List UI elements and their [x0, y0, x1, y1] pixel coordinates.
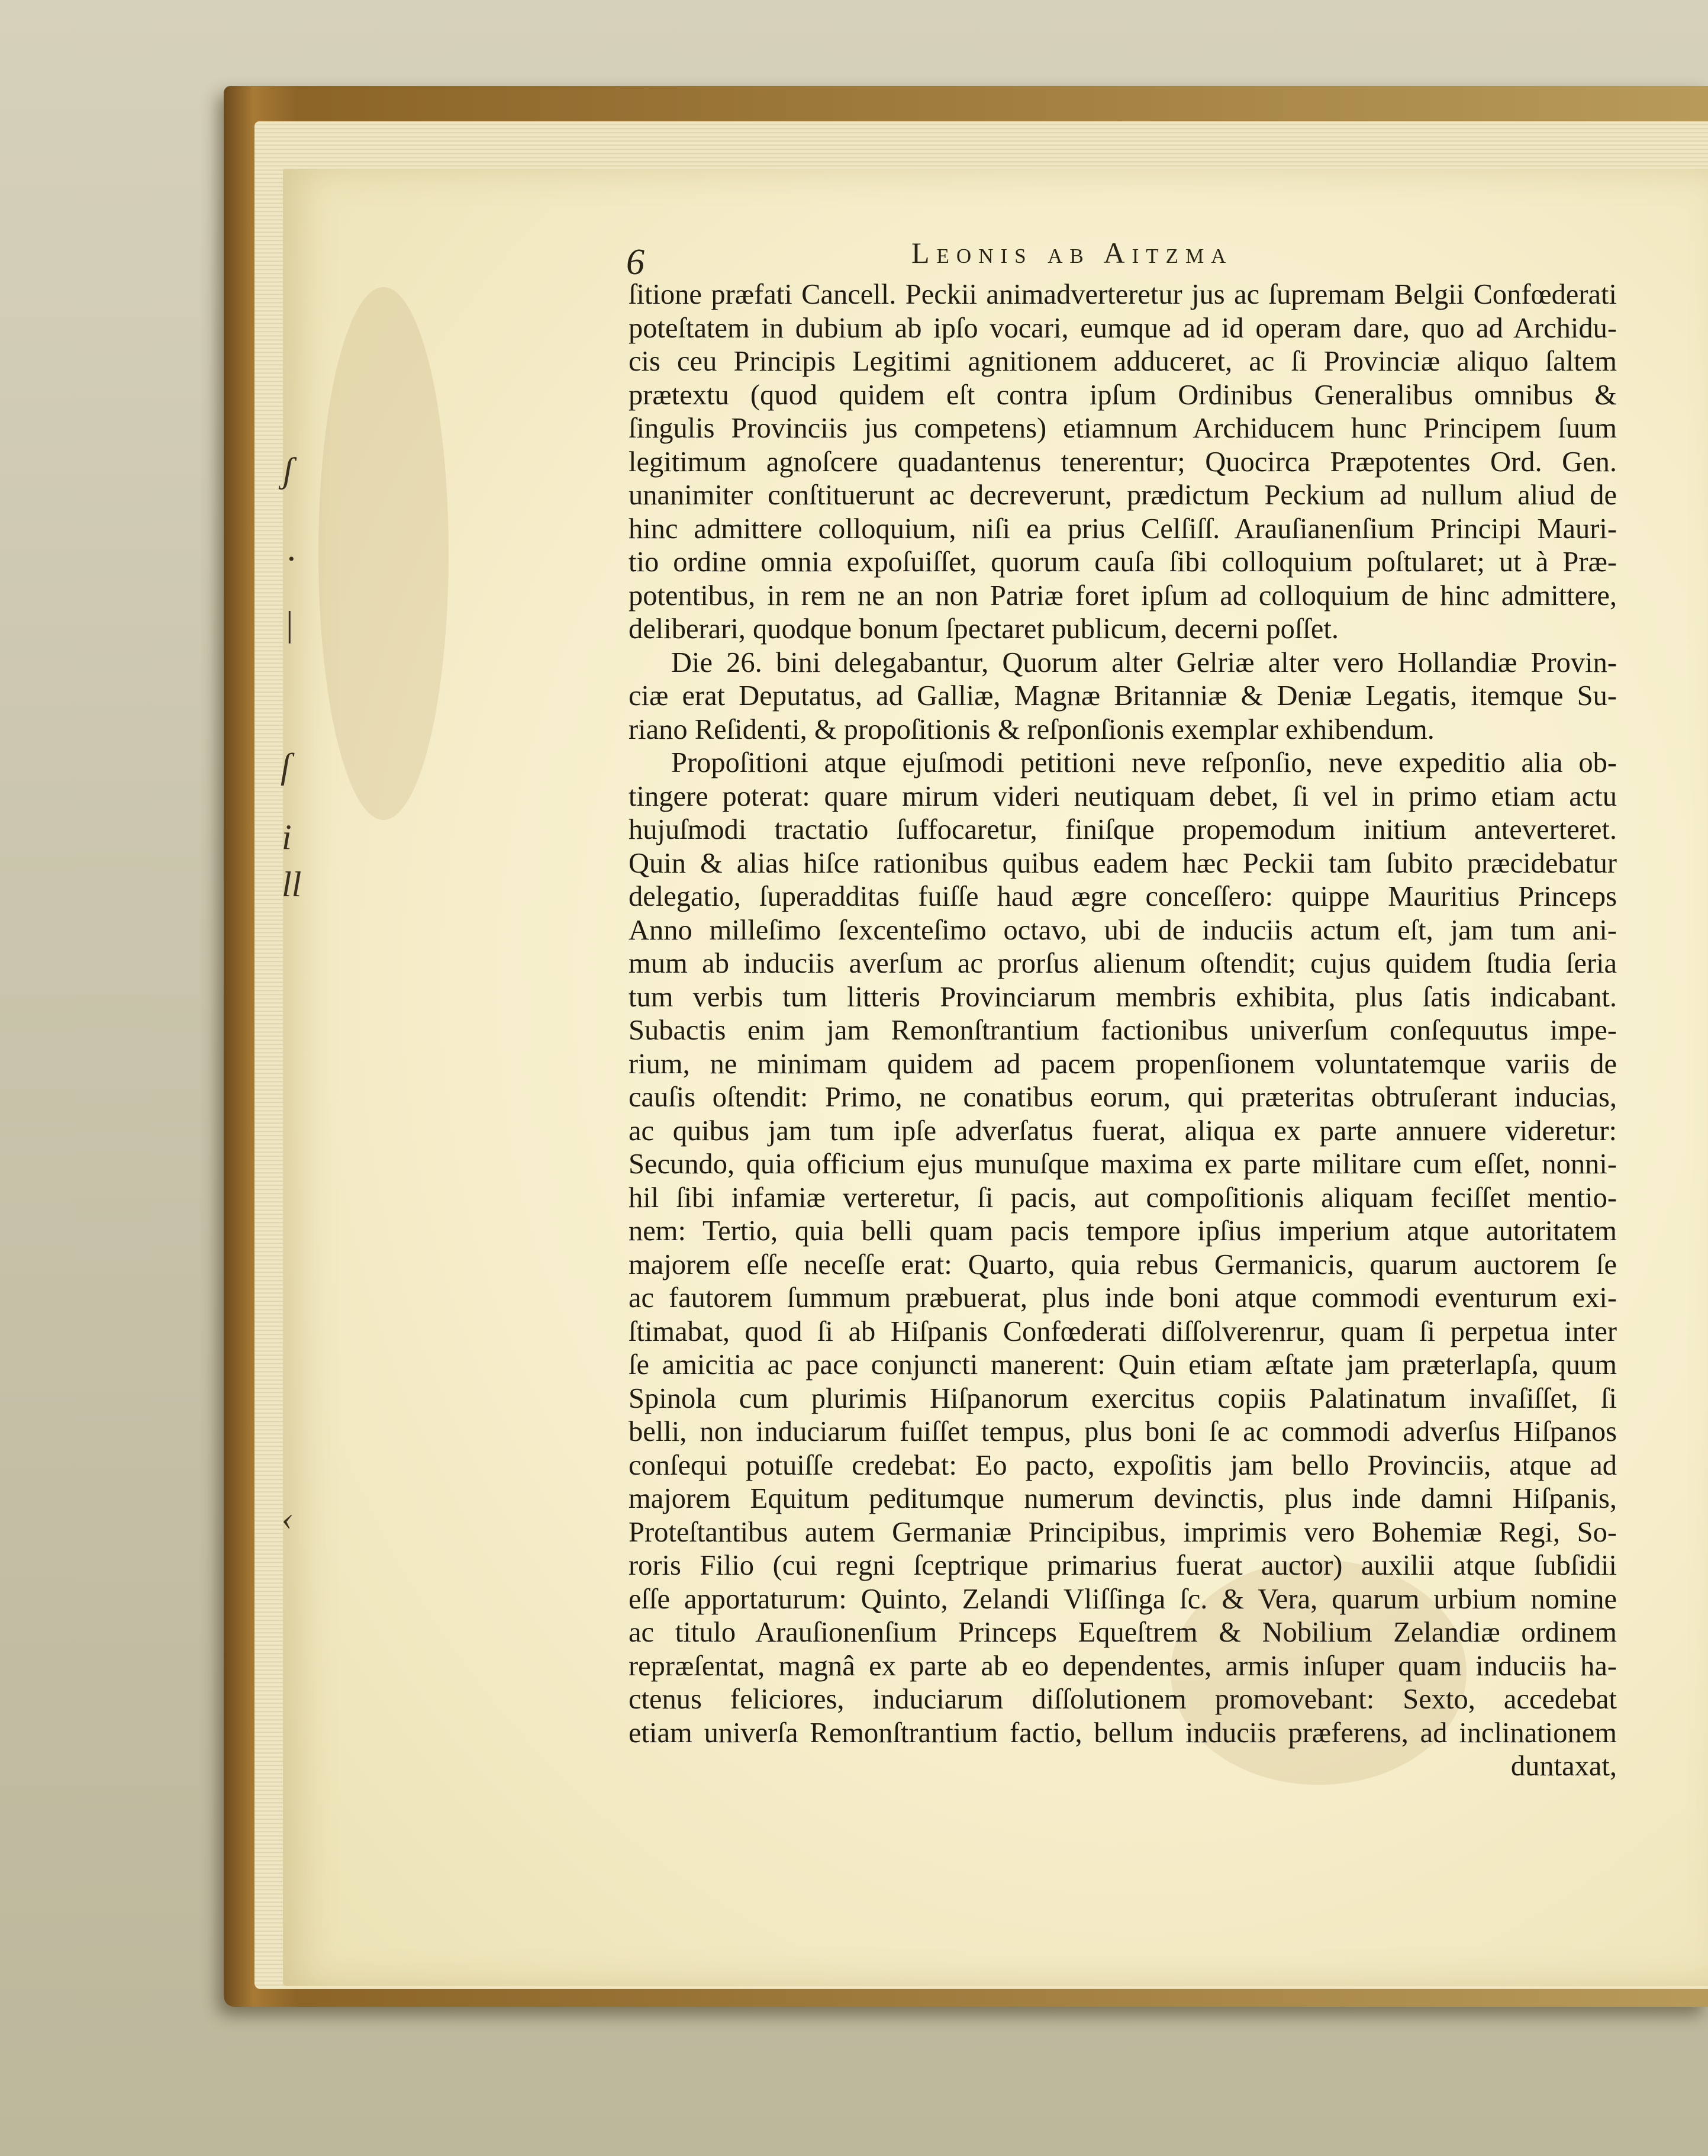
- text-line: roris Filio (cui regni ſceptrique primarius fuerat auctor) auxilii atque ſubſidii: [629, 1550, 1617, 1581]
- text-line: riano Reſidenti, & propoſitionis & reſponſionis exemplar exhibendum.: [629, 713, 1435, 745]
- text-line: ſitione præfati Cancell. Peckii animadverteretur jus ac ſupremam Belgii Confœderati: [629, 279, 1617, 310]
- paper-stain: [318, 287, 449, 820]
- text-line: unanimiter conſtituerunt ac decreverunt, prædictum Peckium ad nullum aliud de: [629, 480, 1617, 511]
- text-line: ac titulo Arauſionenſium Princeps Equeſtrem & Nobilium Zelandiæ ordinem: [629, 1617, 1617, 1648]
- text-line: Proteſtantibus autem Germaniæ Principibus, imprimis vero Bohemiæ Regi, So-: [629, 1516, 1617, 1548]
- text-line: cis ceu Principis Legitimi agnitionem adduceret, ac ſi Provinciæ aliquo ſaltem: [629, 346, 1617, 377]
- running-head: Leonis ab Aitzma: [911, 236, 1233, 269]
- body-text: [629, 278, 1617, 1784]
- margin-marks: [278, 450, 314, 1575]
- margin-mark: ll: [282, 865, 302, 904]
- text-line: belli, non induciarum fuiſſet tempus, plus boni ſe ac commodi adverſus Hiſpanos: [629, 1416, 1617, 1447]
- text-line: Spinola cum plurimis Hiſpanorum exercitus copiis Palatinatum invaſiſſet, ſi: [629, 1382, 1617, 1414]
- margin-mark: |: [284, 604, 294, 643]
- text-line: deliberari, quodque bonum ſpectaret publicum, decerni poſſet.: [629, 613, 1339, 645]
- text-line: ſtimabat, quod ſi ab Hiſpanis Confœderati diſſolverenrur, quam ſi perpetua inter: [629, 1315, 1617, 1347]
- text-line: Propoſitioni atque ejuſmodi petitioni neve reſponſio, neve expeditio alia ob-: [671, 747, 1617, 778]
- text-line: ac fautorem ſummum præbuerat, plus inde boni atque commodi eventurum exi-: [629, 1282, 1617, 1314]
- text-line: tingere poterat: quare mirum videri neutiquam debet, ſi vel in primo etiam actu: [629, 780, 1617, 812]
- text-line: Anno milleſimo ſexcenteſimo octavo, ubi de induciis actum eſt, jam tum ani-: [629, 914, 1617, 946]
- text-line: ciæ erat Deputatus, ad Galliæ, Magnæ Britanniæ & Deniæ Legatis, itemque Su-: [629, 680, 1617, 712]
- text-line: prætextu (quod quidem eſt contra ipſum Ordinibus Generalibus omnibus &: [629, 379, 1617, 411]
- text-line: delegatio, ſuperadditas fuiſſe haud ægre conceſſero: quippe Mauritius Princeps: [629, 881, 1617, 912]
- text-line: conſequi potuiſſe credebat: Eo pacto, expoſitis jam bello Provinciis, atque ad: [629, 1449, 1617, 1481]
- text-line: etiam univerſa Remonſtrantium factio, bellum induciis præferens, ad inclinationem: [629, 1717, 1617, 1749]
- text-line: mum ab induciis averſum ac prorſus alienum oſtendit; cujus quidem ſtudia ſeria: [629, 948, 1617, 979]
- text-line: ctenus feliciores, induciarum diſſolutionem promovebant: Sexto, accedebat: [629, 1684, 1617, 1715]
- margin-mark: ʃ: [283, 450, 294, 490]
- text-line: Quin & alias hiſce rationibus quibus eadem hæc Peckii tam ſubito præcidebatur: [629, 847, 1617, 879]
- text-line: ſingulis Provinciis jus competens) etiamnum Archiducem hunc Principem ſuum: [629, 413, 1617, 444]
- text-line: ſe amicitia ac pace conjuncti manerent: Quin etiam æſtate jam præterlapſa, quum: [629, 1349, 1617, 1381]
- text-line: repræſentat, magnâ ex parte ab eo dependentes, armis inſuper quam induciis ha-: [629, 1650, 1617, 1682]
- margin-mark: ·: [286, 539, 295, 578]
- text-line: tum verbis tum litteris Provinciarum membris exhibita, plus ſatis indicabant.: [629, 981, 1617, 1013]
- text-line: poteſtatem in dubium ab ipſo vocari, eumque ad id operam dare, quo ad Archidu-: [629, 312, 1617, 344]
- page-number: 6: [626, 242, 644, 282]
- text-line: Subactis enim jam Remonſtrantium factionibus univerſum conſequutus impe-: [629, 1015, 1617, 1046]
- text-line: nem: Tertio, quia belli quam pacis tempore ipſius imperium atque autoritatem: [629, 1215, 1617, 1247]
- text-line: duntaxat,: [1510, 1750, 1617, 1782]
- text-line: hujuſmodi tractatio ſuffocaretur, finiſque propemodum initium anteverteret.: [629, 814, 1617, 845]
- margin-mark: ſ: [281, 746, 291, 786]
- text-line: Secundo, quia officium ejus munuſque maxima ex parte militare cum eſſet, nonni-: [629, 1148, 1617, 1180]
- text-line: rium, ne minimam quidem ad pacem propenſionem voluntatemque variis de: [629, 1048, 1617, 1080]
- text-line: hinc admittere colloquium, niſi ea prius Celſiſſ. Arauſianenſium Principi Mauri-: [629, 513, 1617, 545]
- text-line: Die 26. bini delegabantur, Quorum alter Gelriæ alter vero Hollandiæ Provin-: [671, 646, 1617, 678]
- text-line: majorem eſſe neceſſe erat: Quarto, quia rebus Germanicis, quarum auctorem ſe: [629, 1248, 1617, 1280]
- text-line: potentibus, in rem ne an non Patriæ foret ipſum ad colloquium de hinc admittere,: [629, 580, 1617, 612]
- margin-mark: i: [282, 818, 292, 857]
- text-line: ac quibus jam tum ipſe adverſatus fuerat, aliqua ex parte annuere videretur:: [629, 1115, 1617, 1147]
- text-line: majorem Equitum peditumque numerum devinctis, plus inde damni Hiſpanis,: [629, 1483, 1617, 1514]
- margin-mark: ‹: [282, 1498, 294, 1537]
- text-line: hil ſibi infamiæ verteretur, ſi pacis, aut compoſitionis aliquam feciſſet mentio-: [629, 1182, 1617, 1214]
- text-line: tio ordine omnia expoſuiſſet, quorum cauſa ſibi colloquium poſtularet; ut à Præ-: [629, 546, 1617, 578]
- text-line: legitimum agnoſcere quadantenus tenerentur; Quocirca Præpotentes Ord. Gen.: [629, 446, 1617, 478]
- text-line: eſſe apportaturum: Quinto, Zelandi Vliſſinga ſc. & Vera, quarum urbium nomine: [629, 1583, 1617, 1615]
- text-line: cauſis oſtendit: Primo, ne conatibus eorum, qui præteritas obtruſerant inducias,: [629, 1082, 1617, 1113]
